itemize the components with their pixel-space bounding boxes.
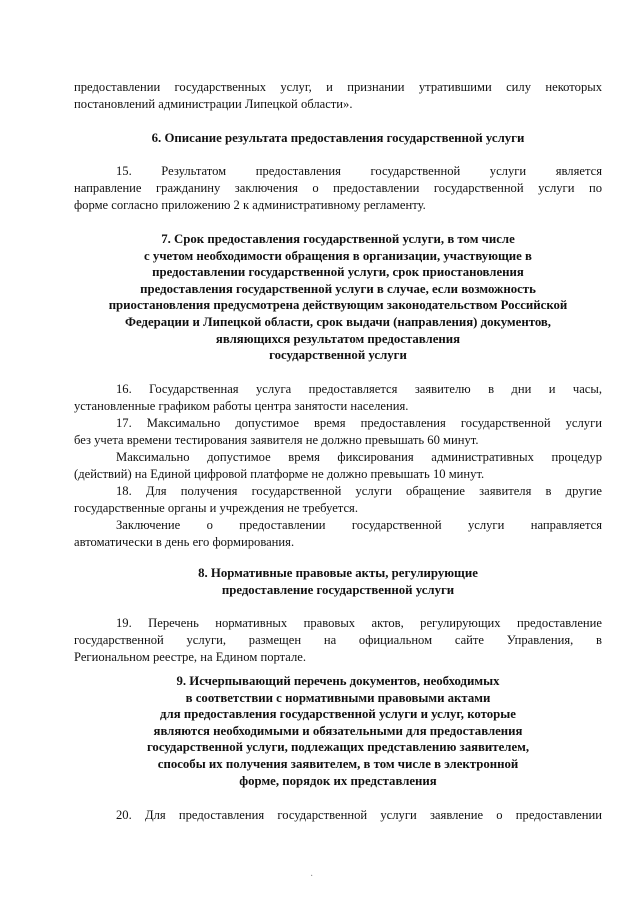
continued-paragraph [74,79,602,113]
text-line: постановлений администрации Липецкой области». [74,97,353,111]
text-line: 15. Результатом предоставления государственной услуги является [116,164,602,178]
text-line: предоставлении государственных услуг, и признании утратившими силу некоторых [74,80,602,94]
heading-line: 6. Описание результата предоставления государственной услуги [151,131,525,145]
text-line: 18. Для получения государственной услуги обращение заявителя в другие [116,484,602,498]
heading-line: 8. Нормативные правовые акты, регулирующие [198,566,478,580]
text-line: Региональном реестре, на Едином портале. [74,650,307,664]
text-line: автоматически в день его формирования. [74,535,295,549]
paragraph-20 [74,807,602,824]
section-9-heading [74,673,602,789]
section-7-heading [74,231,602,364]
heading-line: способы их получения заявителем, в том числе в электронной [157,756,519,771]
heading-line: форме, порядок их представления [239,773,437,788]
heading-line: 9. Исчерпывающий перечень документов, необходимых [176,674,500,688]
heading-line: с учетом необходимости обращения в организации, участвующие в [144,248,532,263]
paragraph-17 [74,415,602,449]
text-line: без учета времени тестирования заявителя не должно превышать 60 минут. [74,433,479,447]
heading-line: предоставление государственной услуги [221,582,455,597]
section-8-heading [74,565,602,598]
text-line: 20. Для предоставления государственной услуги заявление о предоставлении [116,808,602,822]
heading-line: 7. Срок предоставления государственной услуги, в том числе [161,232,515,246]
text-line: государственные органы и учреждения не требуется. [74,501,358,515]
heading-line: предоставления государственной услуги в случае, если возможность [140,281,536,296]
heading-line: Федерации и Липецкой области, срок выдачи (направления) документов, [124,314,552,329]
paragraph-19 [74,615,602,666]
heading-line: являющихся результатом предоставления [215,331,461,346]
heading-line: предоставлении государственной услуги, срок приостановления [152,265,524,280]
heading-line: государственной услуги, подлежащих представлению заявителем, [146,740,530,755]
heading-line: государственной услуги [269,348,407,363]
paragraph-18 [74,483,602,517]
text-line: Максимально допустимое время фиксирования административных процедур [116,450,602,464]
heading-line: в соответствии с нормативными правовыми актами [185,690,491,705]
heading-line: являются необходимыми и обязательными для предоставления [153,723,523,738]
text-line: государственной услуги, размещен на официальном сайте Управления, в [74,633,602,647]
text-line: (действий) на Единой цифровой платформе не должно превышать 10 минут. [74,467,485,481]
heading-line: для предоставления государственной услуги и услуг, которые [160,707,516,722]
paragraph-16 [74,381,602,415]
scan-speck: · [310,871,314,882]
paragraph-18b [74,517,602,551]
text-line: 17. Максимально допустимое время предоставления государственной услуги [116,416,602,430]
text-line: 19. Перечень нормативных правовых актов, регулирующих предоставление [116,616,602,630]
text-line: 16. Государственная услуга предоставляется заявителю в дни и часы, [116,382,602,396]
section-6-heading [74,130,602,147]
text-line: установленные графиком работы центра занятости населения. [74,399,409,413]
text-line: направление гражданину заключения о предоставлении государственной услуги по [74,181,602,195]
paragraph-17b [74,449,602,483]
paragraph-15 [74,163,602,214]
heading-line: приостановления предусмотрена действующим законодательством Российской [108,298,568,313]
text-line: Заключение о предоставлении государственной услуги направляется [116,518,602,532]
text-line: форме согласно приложению 2 к административному регламенту. [74,198,426,212]
